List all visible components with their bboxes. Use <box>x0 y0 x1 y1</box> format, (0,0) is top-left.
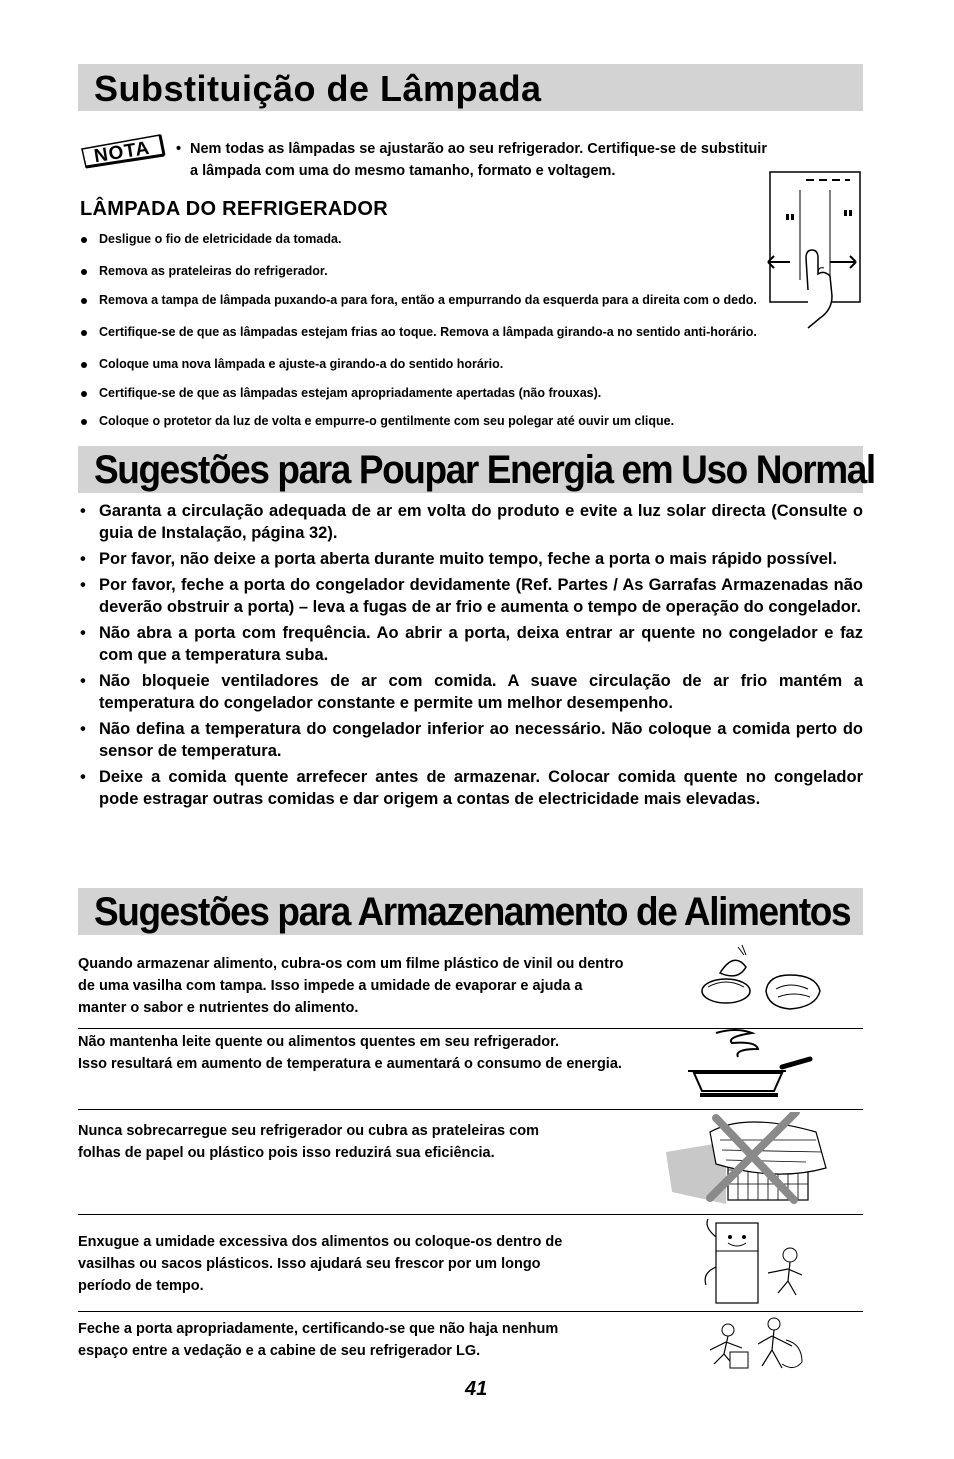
storage-tip-2: Não mantenha leite quente ou alimentos quentes em seu refrigerador. Isso resultará em aumento de temperatura e aumentará o consumo de energia. <box>78 1031 863 1107</box>
storage-tip-5: Feche a porta apropriadamente, certificando-se que não haja nenhum espaço entre a vedação e a cabine de seu refrigerador LG. <box>78 1318 863 1378</box>
nota-bullet: • <box>176 141 182 157</box>
section-title-storage: Sugestões para Armazenamento de Alimentos <box>94 889 851 934</box>
wrapped-food-icon <box>698 941 826 1021</box>
divider <box>78 1214 863 1215</box>
section-title-lamp: Substituição de Lâmpada <box>94 68 542 109</box>
fridge-character-icon <box>698 1217 808 1305</box>
divider <box>78 1311 863 1312</box>
page-number: 41 <box>465 1378 488 1400</box>
closing-door-icon <box>702 1314 812 1378</box>
bullet-icon <box>81 419 87 425</box>
section-title-energy: Sugestões para Poupar Energia em Uso Normal <box>94 447 875 492</box>
nota-text <box>176 138 836 182</box>
list-item: • Não bloqueie ventiladores de ar com comida. A suave circulação de ar frio mantém a temperatura do congelador constante e permite um melhor desempenho. <box>80 672 863 712</box>
list-item: • Não defina a temperatura do congelador inferior ao necessário. Não coloque a comida perto do sensor de temperatura. <box>80 720 863 760</box>
list-item: • Garanta a circulação adequada de ar em volta do produto e evite a luz solar directa (Consulte o guia de Instalação, página 32). <box>80 502 863 542</box>
list-item: • Por favor, não deixe a porta aberta durante muito tempo, feche a porta o mais rápido possível. <box>80 550 838 568</box>
list-item: • Não abra a porta com frequência. Ao abrir a porta, deixa entrar ar quente no congelador e faz com que a temperatura suba. <box>80 624 863 664</box>
storage-tip-3: Nunca sobrecarregue seu refrigerador ou cubra as prateleiras com folhas de papel ou plástico pois isso reduzirá sua eficiência. <box>78 1120 863 1210</box>
bullet-icon <box>81 269 87 275</box>
section-band-storage <box>78 888 863 935</box>
section-band-energy <box>78 446 875 493</box>
hot-pan-icon <box>686 1027 814 1103</box>
nota-line-1: Nem todas as lâmpadas se ajustarão ao seu refrigerador. Certifique-se de substituir <box>190 141 767 157</box>
bullet-icon <box>81 330 87 336</box>
energy-tips-list <box>78 500 863 814</box>
lamp-cover-illustration <box>760 170 866 330</box>
list-item: • Por favor, feche a porta do congelador devidamente (Ref. Partes / As Garrafas Armazenadas não deverão obstruir a porta) – leva a fugas de ar frio e aumenta o tempo de operação do congelador. <box>80 576 863 616</box>
divider <box>78 1109 863 1110</box>
storage-tip-1: Quando armazenar alimento, cubra-os com um filme plástico de vinil ou dentro de uma vasilha com tampa. Isso impede a umidade de evaporar e ajuda a manter o sabor e nutrientes do alimento. <box>78 953 863 1025</box>
storage-tip-4: Enxugue a umidade excessiva dos alimentos ou coloque-os dentro de vasilhas ou sacos plásticos. Isso ajudará seu frescor por um longo período de tempo. <box>78 1231 863 1311</box>
bullet-icon <box>81 362 87 368</box>
section-band-lamp <box>78 64 863 111</box>
lamp-heading: LÂMPADA DO REFRIGERADOR <box>80 198 389 220</box>
nota-line-2: a lâmpada com uma do mesmo tamanho, formato e voltagem. <box>190 163 616 179</box>
bullet-icon <box>81 237 87 243</box>
overloaded-shelf-icon <box>666 1112 846 1204</box>
bullet-icon <box>81 391 87 397</box>
bullet-icon <box>81 298 87 304</box>
list-item: • Deixe a comida quente arrefecer antes de armazenar. Colocar comida quente no congelador pode estragar outras comidas e dar origem a contas de electricidade mais elevadas. <box>80 768 863 808</box>
nota-label: NOTA <box>92 137 152 168</box>
